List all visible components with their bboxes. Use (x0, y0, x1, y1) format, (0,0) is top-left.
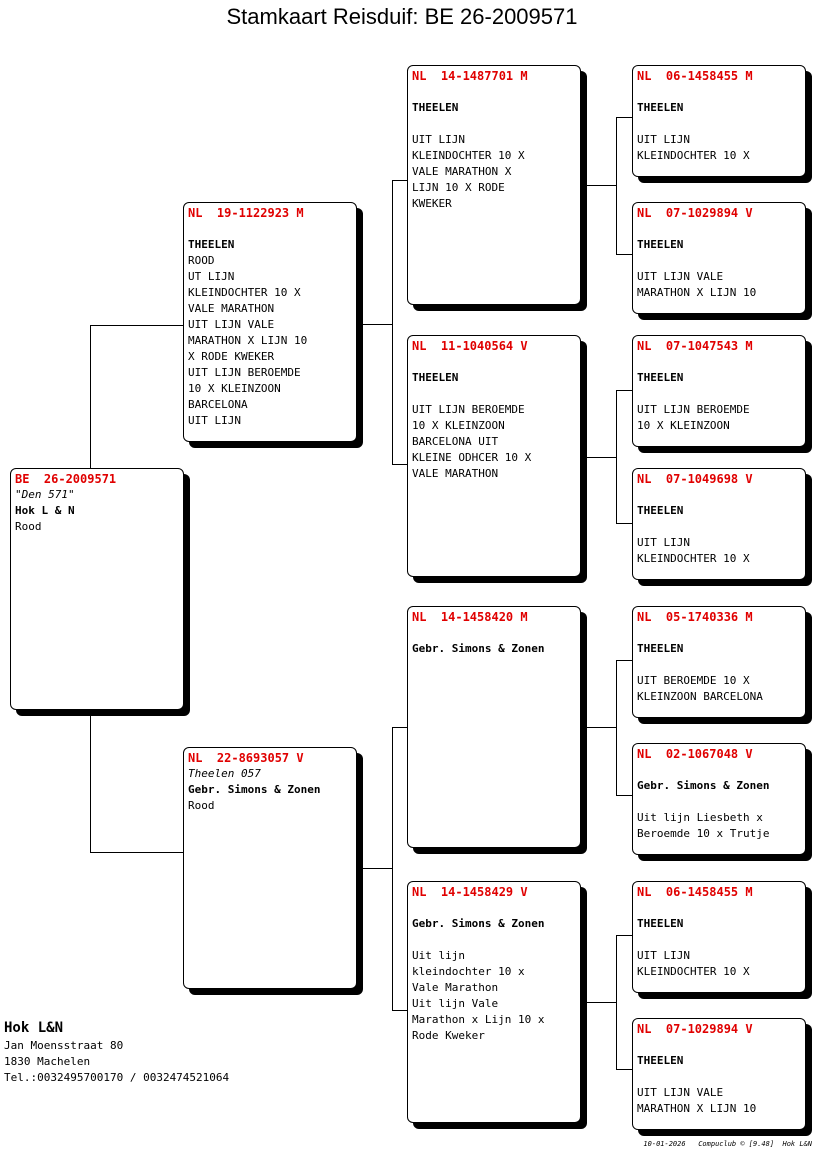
connector-line (616, 935, 632, 936)
ssd-card (632, 202, 806, 314)
connector-line (616, 660, 632, 661)
sire-card (183, 202, 357, 442)
breeder-address (4, 1018, 229, 1086)
dds-card (632, 881, 806, 993)
sire-sire-card (407, 65, 581, 305)
ring-number: NL 14-1487701 M (412, 69, 528, 83)
owner-name: THEELEN (412, 371, 459, 384)
ddd-card (632, 1018, 806, 1130)
ring-number: NL 02-1067048 V (637, 747, 753, 761)
ring-number: NL 14-1458429 V (412, 885, 528, 899)
owner-name: Gebr. Simons & Zonen (188, 783, 321, 796)
owner-name: THEELEN (637, 642, 684, 655)
connector-line (90, 712, 91, 852)
connector-line (616, 117, 632, 118)
connector-line (392, 727, 408, 728)
pigeon-info: UIT LIJN KLEINDOCHTER 10 X (637, 133, 750, 162)
dss-card (632, 606, 806, 718)
connector-line (616, 254, 632, 255)
ring-number: NL 19-1122923 M (188, 206, 304, 220)
connector-line (392, 464, 408, 465)
owner-name: THEELEN (637, 371, 684, 384)
connector-line (616, 390, 617, 523)
connector-line (616, 660, 617, 795)
ring-number: NL 07-1029894 V (637, 1022, 753, 1036)
pigeon-name: "Den 571" (15, 488, 75, 501)
pigeon-name: Theelen 057 (188, 767, 261, 780)
connector-line (392, 727, 393, 1010)
connector-line (90, 852, 184, 853)
pigeon-info: UIT BEROEMDE 10 X KLEINZOON BARCELONA (637, 674, 763, 703)
sss-card (632, 65, 806, 177)
pigeon-info: Uit lijn Liesbeth x Beroemde 10 x Trutje (637, 811, 770, 840)
connector-line (616, 117, 617, 254)
owner-name: THEELEN (637, 1054, 684, 1067)
footer-credit: 10-01-2026 Compuclub © [9.48] Hok L&N (643, 1140, 812, 1148)
pigeon-info: UIT LIJN VALE MARATHON X LIJN 10 (637, 1086, 757, 1115)
connector-line (580, 457, 616, 458)
pigeon-info: UIT LIJN KLEINDOCHTER 10 X VALE MARATHON X LIJN 10 X RODE KWEKER (412, 133, 525, 210)
owner-name: Gebr. Simons & Zonen (412, 917, 545, 930)
owner-name: THEELEN (637, 238, 684, 251)
ring-number: NL 22-8693057 V (188, 751, 304, 765)
owner-name: THEELEN (412, 101, 459, 114)
page-title: Stamkaart Reisduif: BE 26-2009571 (226, 4, 578, 29)
connector-line (392, 180, 408, 181)
connector-line (616, 795, 632, 796)
connector-line (90, 325, 91, 468)
pigeon-info: UIT LIJN KLEINDOCHTER 10 X (637, 949, 750, 978)
breeder-city: 1830 Machelen (4, 1055, 91, 1068)
connector-line (392, 1010, 408, 1011)
dsd-card (632, 743, 806, 855)
dam-card (183, 747, 357, 989)
ring-number: NL 06-1458455 M (637, 69, 753, 83)
pigeon-info: Rood (188, 799, 215, 812)
pigeon-info: ROOD UT LIJN KLEINDOCHTER 10 X VALE MARATHON UIT LIJN VALE MARATHON X LIJN 10 X RODE KWEKER UIT LIJN BEROEMDE 10 X KLEINZOON BARCELONA UIT LIJN (188, 254, 308, 427)
breeder-phone: Tel.:0032495700170 / 0032474521064 (4, 1071, 230, 1084)
connector-line (580, 185, 616, 186)
ring-number: NL 05-1740336 M (637, 610, 753, 624)
breeder-street: Jan Moensstraat 80 (4, 1039, 124, 1052)
ring-number: NL 06-1458455 M (637, 885, 753, 899)
sdd-card (632, 468, 806, 580)
pigeon-card (10, 468, 184, 710)
pigeon-info: UIT LIJN BEROEMDE 10 X KLEINZOON (637, 403, 750, 432)
connector-line (356, 324, 392, 325)
pigeon-info: Rood (15, 520, 42, 533)
owner-name: Hok L & N (15, 504, 75, 517)
breeder-name: Hok L&N (4, 1020, 64, 1036)
ring-number: BE 26-2009571 (15, 472, 117, 486)
connector-line (616, 1069, 632, 1070)
sire-dam-card (407, 335, 581, 577)
ring-number: NL 14-1458420 M (412, 610, 528, 624)
connector-line (616, 935, 617, 1069)
ring-number: NL 07-1049698 V (637, 472, 753, 486)
owner-name: THEELEN (637, 101, 684, 114)
pigeon-info: UIT LIJN KLEINDOCHTER 10 X (637, 536, 750, 565)
pigeon-info: UIT LIJN VALE MARATHON X LIJN 10 (637, 270, 757, 299)
owner-name: THEELEN (188, 238, 235, 251)
owner-name: Gebr. Simons & Zonen (412, 642, 545, 655)
dam-sire-card (407, 606, 581, 848)
connector-line (580, 1002, 616, 1003)
owner-name: THEELEN (637, 504, 684, 517)
pigeon-info: Uit lijn kleindochter 10 x Vale Marathon Uit lijn Vale Marathon x Lijn 10 x Rode Kweker (412, 949, 545, 1042)
ring-number: NL 11-1040564 V (412, 339, 528, 353)
connector-line (90, 325, 184, 326)
owner-name: Gebr. Simons & Zonen (637, 779, 770, 792)
connector-line (616, 523, 632, 524)
pigeon-info: UIT LIJN BEROEMDE 10 X KLEINZOON BARCELONA UIT KLEINE ODHCER 10 X VALE MARATHON (412, 403, 532, 480)
connector-line (392, 180, 393, 464)
owner-name: THEELEN (637, 917, 684, 930)
connector-line (356, 868, 392, 869)
connector-line (616, 390, 632, 391)
ring-number: NL 07-1029894 V (637, 206, 753, 220)
sds-card (632, 335, 806, 447)
dam-dam-card (407, 881, 581, 1123)
ring-number: NL 07-1047543 M (637, 339, 753, 353)
connector-line (580, 727, 616, 728)
